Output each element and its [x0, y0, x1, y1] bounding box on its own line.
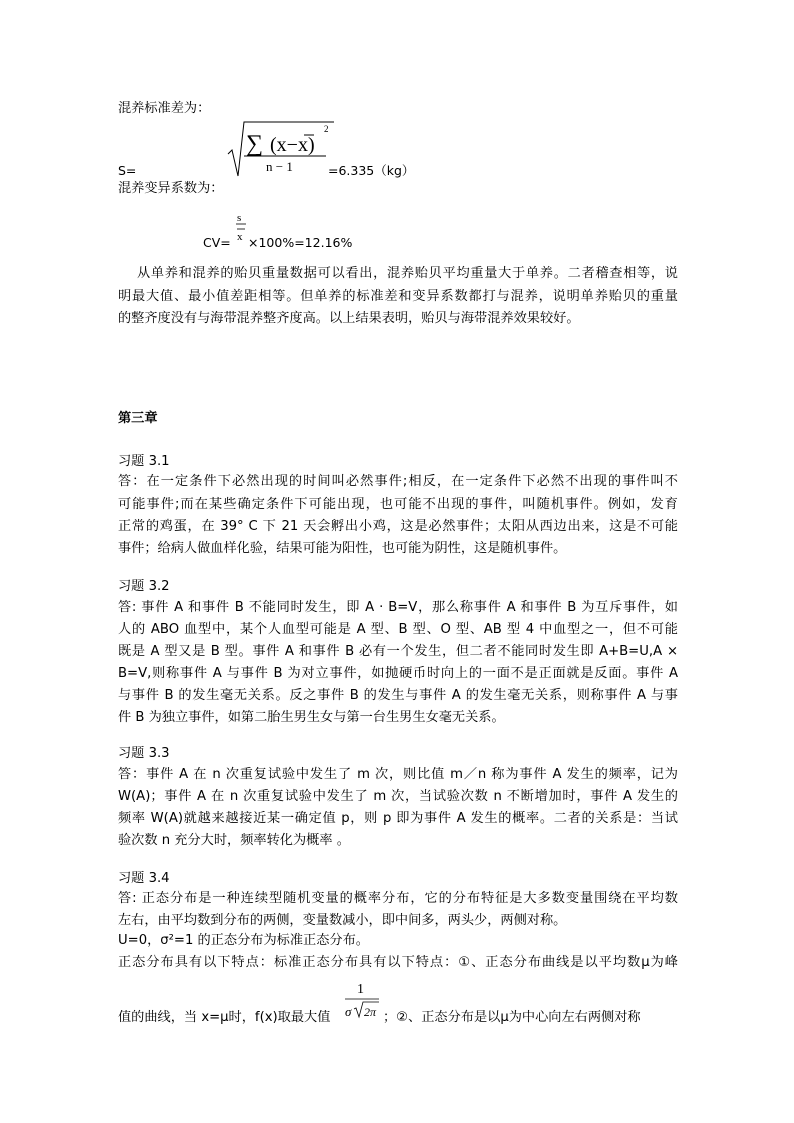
- std-label: 混养标准差为：: [118, 101, 211, 116]
- cv-label: 混养变异系数为：: [118, 181, 224, 196]
- conclusion-line-3: 的整齐度没有与海带混养整齐度高。以上结果表明，贻贝与海带混养效果较好。: [118, 311, 580, 326]
- exercise-line: 事件；给病人做血样化验，结果可能为阳性，也可能为阴性，这是随机事件。: [118, 541, 567, 556]
- exercise-line: W(A)；事件 A 在 n 次重复试验中发生了 m 次，当试验次数 n 不断增加时，事件 A 发生的: [118, 789, 678, 804]
- exercise-title: 习题 3.1: [118, 454, 170, 469]
- sum-symbol: ∑: [246, 131, 264, 157]
- conclusion-line-1: 从单养和混养的贻贝重量数据可以看出，混养贻贝平均重量大于单养。二者稽查相等，说: [137, 266, 678, 281]
- exercise-title: 习题 3.2: [118, 579, 170, 594]
- exercise-line: 答：在一定条件下必然出现的时间叫必然事件;相反，在一定条件下必然不出现的事件叫不: [118, 474, 678, 489]
- chapter-title: 第三章: [118, 411, 158, 426]
- exercise-title: 习题 3.4: [118, 871, 170, 886]
- exercise-line: 与事件 B 的发生毫无关系。反之事件 B 的发生与事件 A 的发生毫无关系，则称事件 A 与事: [118, 688, 678, 703]
- exercise-line: 可能事件;而在某些确定条件下可能出现，也可能不出现的事件，叫随机事件。例如，发育: [118, 497, 678, 512]
- exercise-line: B=V,则称事件 A 与事件 B 为对立事件，如抛硬币时向上的一面不是正面就是反面。事件 A: [118, 666, 678, 681]
- exercise-line: 人的 ABO 血型中，某个人血型可能是 A 型、B 型、O 型、AB 型 4 中血型之一，但不可能: [118, 622, 678, 637]
- std-formula-radical: [226, 118, 336, 180]
- cv-fraction-bottom: x: [237, 231, 243, 243]
- fraction-sigma: σ: [345, 1004, 352, 1019]
- exercise-line: 正常的鸡蛋，在 39° C 下 21 天会孵出小鸡，这是必然事件；太阳从西边出来，这是不可能: [118, 519, 678, 534]
- exercise-title: 习题 3.3: [118, 746, 170, 761]
- exercise-line-after-fraction: ；②、正态分布是以μ为中心向左右两侧对称: [383, 1010, 641, 1025]
- exercise-line: 既是 A 型又是 B 型。事件 A 和事件 B 必有一个发生，但二者不能同时发生即 A+B=U,A ×: [118, 644, 678, 659]
- std-denominator: n − 1: [266, 159, 293, 174]
- exercise-line: 件 B 为独立事件，如第二胎生男生女与第一台生男生女毫无关系。: [118, 710, 505, 725]
- exercise-line: 左右，由平均数到分布的两侧，变量数减小，即中间多，两头少，两侧对称。: [118, 913, 567, 928]
- cv-rest: ×100%=12.16%: [248, 235, 353, 250]
- cv-lhs: CV=: [203, 235, 231, 250]
- cv-fraction: [234, 211, 248, 243]
- std-result: =6.335（kg）: [328, 163, 415, 178]
- exercise-line: 答: 正态分布是一种连续型随机变量的概率分布，它的分布特征是大多数变量围绕在平均数: [118, 891, 678, 906]
- exercise-line: U=0，σ²=1 的正态分布为标准正态分布。: [118, 933, 369, 948]
- exercise-line-before-fraction: 值的曲线，当 x=μ时，f(x)取最大值: [118, 1010, 331, 1025]
- exercise-line: 验次数 n 充分大时，频率转化为概率 。: [118, 833, 350, 848]
- std-exponent: 2: [324, 124, 329, 134]
- exercise-line: 频率 W(A)就越来越接近某一确定值 p，则 p 即为事件 A 发生的概率。二者的关系是：当试: [118, 811, 678, 826]
- exercise-line: 正态分布具有以下特点：标准正态分布具有以下特点：①、正态分布曲线是以平均数μ为峰: [118, 955, 678, 970]
- std-numerator: (x−x): [270, 134, 315, 156]
- conclusion-line-2: 明最大值、最小值差距相等。但单养的标准差和变异系数都打与混养，说明单养贻贝的重量: [118, 289, 678, 304]
- normal-max-fraction: [343, 975, 381, 1023]
- fraction-top: 1: [357, 982, 364, 997]
- exercise-line: 答: 事件 A 和事件 B 不能同时发生，即 A · B=V，那么称事件 A 和事件 B 为互斥事件，如: [118, 600, 678, 615]
- cv-fraction-top: s: [237, 212, 242, 224]
- fraction-radicand: 2π: [364, 1005, 377, 1019]
- std-lhs: S=: [118, 163, 137, 178]
- exercise-line: 答：事件 A 在 n 次重复试验中发生了 m 次，则比值 m／n 称为事件 A 发生的频率，记为: [118, 767, 678, 782]
